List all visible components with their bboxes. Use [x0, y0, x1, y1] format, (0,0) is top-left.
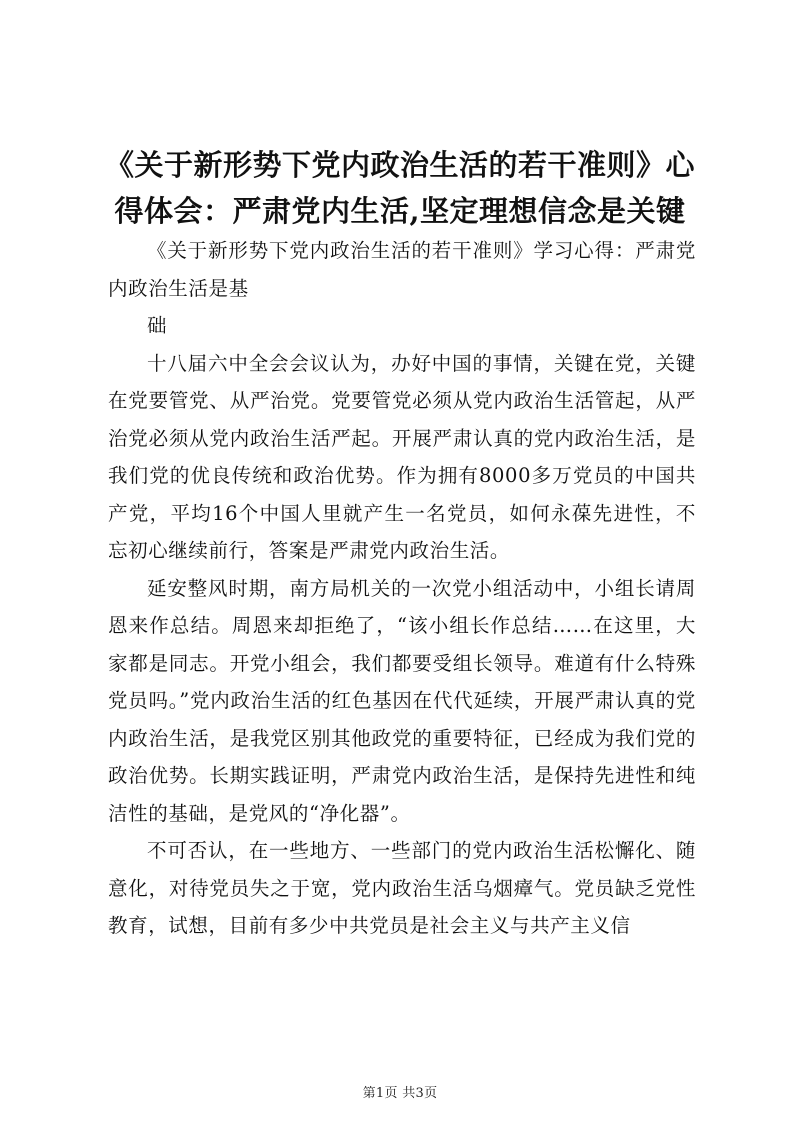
page-footer: 第1页 共3页: [362, 1086, 438, 1101]
subtitle-paragraph: 《关于新形势下党内政治生活的若干准则》学习心得：严肃党内政治生活是基: [108, 239, 696, 300]
body-paragraph-1: 十八届六中全会会议认为，办好中国的事情，关键在党，关键在党要管党、从严治党。党要管党必须从党内政治生活管起，从严治党必须从党内政治生活严起。开展严肃认真的党内政治生活，是我们党的优良传统和政治优势。作为拥有8000多万党员的中国共产党，平均16个中国人里就产生一名党员，如何永葆先进性，不忘初心继续前行，答案是严肃党内政治生活。: [108, 351, 696, 562]
subtitle-tail-paragraph: 础: [147, 314, 168, 337]
document-title: 《关于新形势下党内政治生活的若干准则》心得体会：严肃党内生活,坚定理想信念是关键: [104, 148, 695, 228]
document-body: [108, 232, 696, 945]
body-paragraph-3: 不可否认，在一些地方、一些部门的党内政治生活松懈化、随意化，对待党员失之于宽，党内政治生活乌烟瘴气。党员缺乏党性教育，试想，目前有多少中共党员是社会主义与共产主义信: [108, 839, 696, 937]
body-paragraph-2: 延安整风时期，南方局机关的一次党小组活动中，小组长请周恩来作总结。周恩来却拒绝了，“该小组长作总结……在这里，大家都是同志。开党小组会，我们都要受组长领导。难道有什么特殊党员吗。”党内政治生活的红色基因在代代延续，开展严肃认真的党内政治生活，是我党区别其他政党的重要特征，已经成为我们党的政治优势。长期实践证明，严肃党内政治生活，是保持先进性和纯洁性的基础，是党风的“净化器”。: [108, 576, 696, 825]
